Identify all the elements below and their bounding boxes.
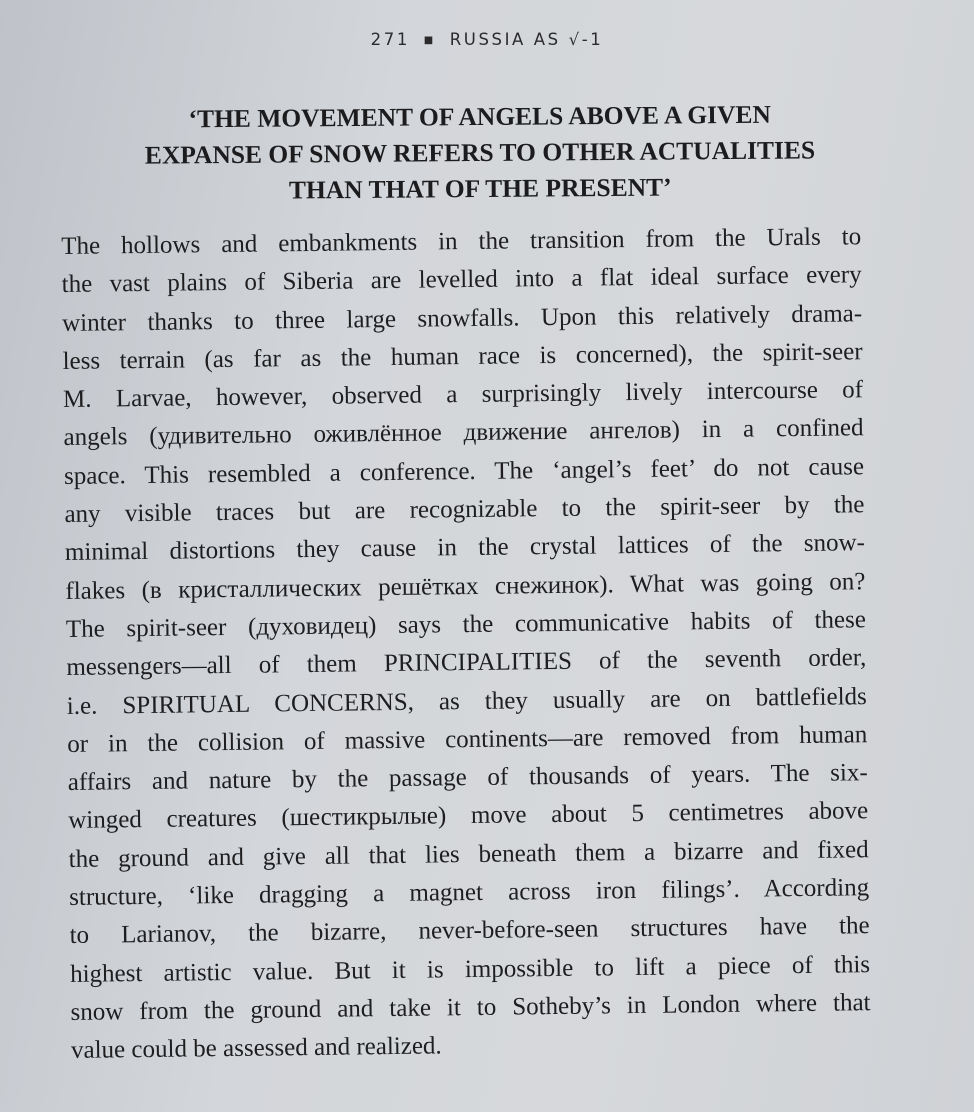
body-line: space. This resembled a conference. The ‘angel’s feet’ do not cause [63,452,865,490]
body-line: angels (удивительно оживлённое движение ангелов) in a confined [63,414,864,452]
heading-line: ‘THE MOVEMENT OF ANGELS ABOVE A GIVEN [188,99,771,134]
body-line: The spirit-seer (духовидец) says the communicative habits of these [65,606,867,643]
body-line: i.e. SPIRITUAL CONCERNS, as they usually are on battlefields [66,682,867,720]
body-line: value could be assessed and realized. [70,1032,442,1065]
body-line: structure, ‘like dragging a magnet across iron filings’. According [69,874,870,911]
body-line: M. Larvae, however, observed a surprisingly lively intercourse of [62,376,864,414]
heading-line: EXPANSE OF SNOW REFERS TO OTHER ACTUALITIES [144,135,816,170]
page-number: 271 [370,30,410,49]
running-head-separator: ■ [423,35,436,46]
body-line: flakes (в кристаллических решётках снежинок). What was going on? [65,567,866,605]
running-head [0,30,974,49]
body-line: less terrain (as far as the human race is concerned), the spirit-seer [62,338,863,375]
body-line: snow from the ground and take it to Sotheby’s in London where that [70,989,871,1026]
body-line: affairs and nature by the passage of thousands of years. The six- [67,759,868,797]
body-line: minimal distortions they cause in the crystal lattices of the snow- [64,529,866,567]
running-head-title: RUSSIA AS √-1 [449,30,604,49]
section-heading [80,96,881,210]
heading-line: THAN THAT OF THE PRESENT’ [288,172,672,205]
body-line: The hollows and embankments in the transition from the Urals to [61,223,862,260]
body-line: or in the collision of massive continents—are removed from human [67,721,868,758]
body-line: winter thanks to three large snowfalls. Upon this relatively drama- [61,299,863,337]
body-line: the ground and give all that lies beneath them a bizarre and fixed [68,835,869,873]
body-line: to Larianov, the bizarre, never-before-seen structures have the [69,912,870,950]
body-line: any visible traces but are recognizable to the spirit-seer by the [64,491,865,529]
body-line: highest artistic value. But it is impossible to lift a piece of this [69,950,871,988]
body-line: messengers—all of them PRINCIPALITIES of the seventh order, [66,644,867,682]
body-paragraph [61,218,871,1070]
body-line: winged creatures (шестикрылые) move about 5 centimetres above [68,797,869,835]
body-line: the vast plains of Siberia are levelled into a flat ideal surface every [61,261,862,299]
